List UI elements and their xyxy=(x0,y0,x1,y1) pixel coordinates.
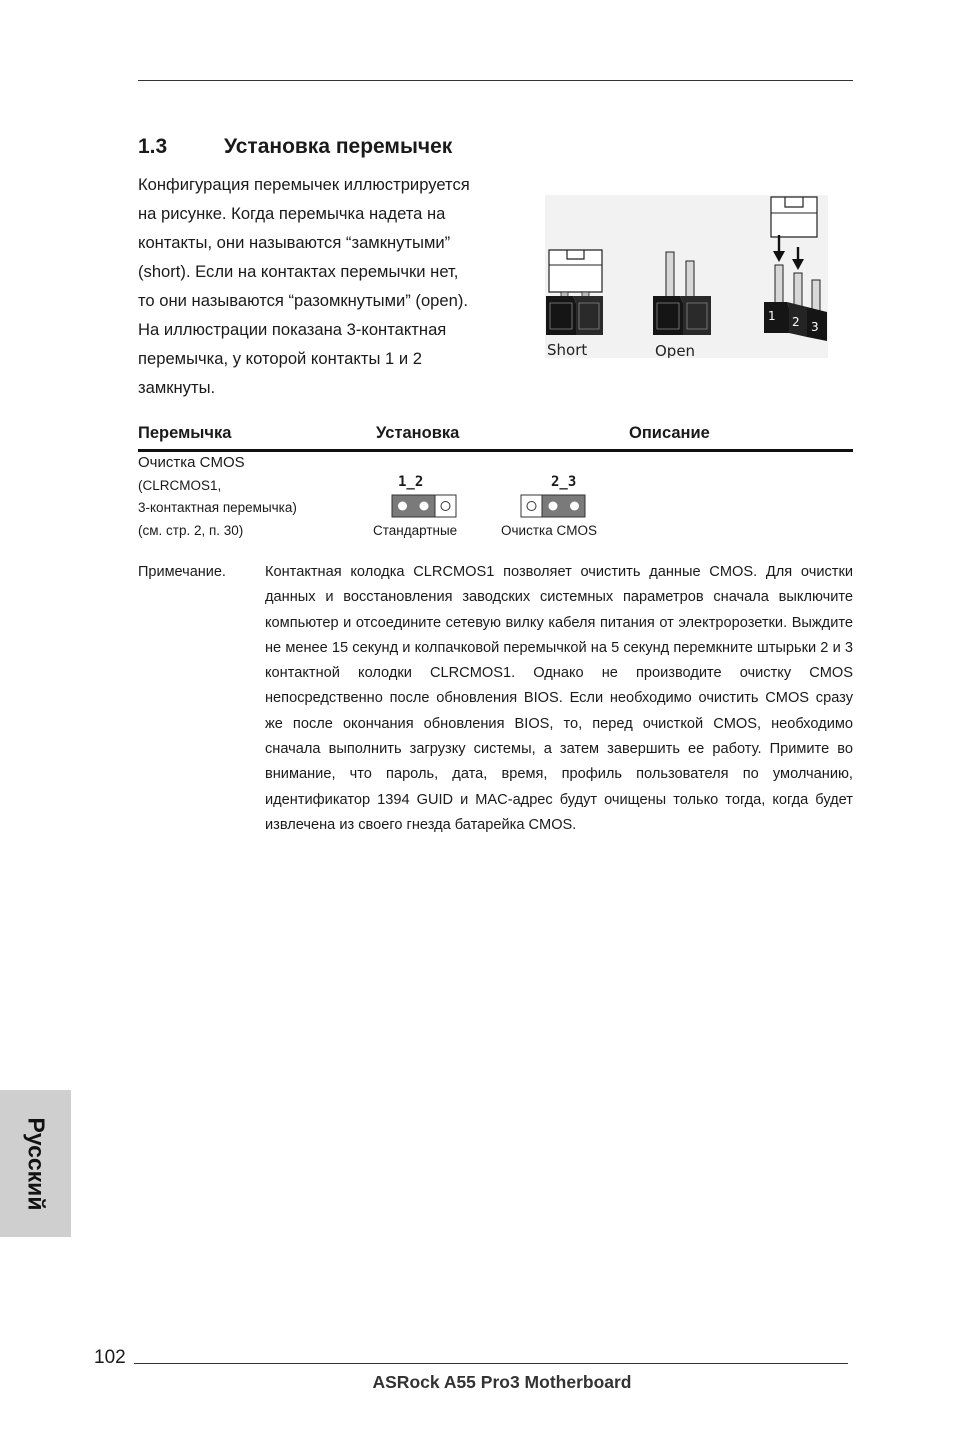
table-header-jumper: Перемычка xyxy=(138,424,232,442)
footer-rule xyxy=(134,1363,848,1364)
short-label: Short xyxy=(547,341,588,358)
default-setting-caption: Стандартные xyxy=(373,523,458,538)
intro-line: контакты, они называются “замкнутыми” xyxy=(138,233,451,252)
intro-line: Конфигурация перемычек иллюстрируется xyxy=(138,175,470,194)
section-title: Установка перемычек xyxy=(224,135,453,158)
intro-line: перемычка, у которой контакты 1 и 2 xyxy=(138,349,422,368)
jumper-illustration xyxy=(545,195,828,358)
intro-line: замкнуты. xyxy=(138,378,216,397)
jumper-detail: 3-контактная перемычка) xyxy=(138,500,297,515)
default-setting-label: 1_2 xyxy=(398,474,424,490)
table-header-description: Описание xyxy=(629,424,710,442)
page-number: 102 xyxy=(94,1347,126,1368)
jumper-name: Очистка CMOS xyxy=(138,454,245,471)
language-side-tab xyxy=(0,1090,71,1237)
pins-2-3-closed-icon xyxy=(520,494,586,518)
open-label: Open xyxy=(655,342,696,358)
jumper-detail: (CLRCMOS1, xyxy=(138,477,222,493)
note-text: Контактная колодка CLRCMOS1 позволяет очистить данные CMOS. Для очистки данных и восстановления заводских системных параметров сначала выключите компьютер и отсоедините сетевую вилку кабеля питания от электророзетки. Выждите не менее 15 секунд и колпачковой перемычкой на 5 секунд перемкните штырьки 2 и 3 контактной колодки CLRCMOS1. Однако не производите очистку CMOS непосредственно после обновления BIOS. Если необходимо очистить CMOS сразу же после окончания обновления BIOS, то, перед очисткой CMOS, необходимо сначала выполнить загрузку системы, а затем завершить ее работу. Примите во внимание, что пароль, дата, время, профиль пользователя по умолчанию, идентификатор 1394 GUID и MAC-адрес будут очищены только тогда, когда будет извлечена из своего гнезда батарейка CMOS. xyxy=(265,564,853,833)
section-number: 1.3 xyxy=(138,135,168,158)
jumper-detail: (см. стр. 2, п. 30) xyxy=(138,522,244,538)
table-header-setting: Установка xyxy=(376,424,460,442)
pin-number: 2 xyxy=(792,315,800,329)
footer-product-text: ASRock A55 Pro3 Motherboard xyxy=(372,1372,632,1392)
clear-setting-label: 2_3 xyxy=(551,474,577,490)
intro-line: На иллюстрации показана 3-контактная xyxy=(138,320,447,339)
jumper-cell xyxy=(138,452,297,542)
intro-line: то они называются “разомкнутыми” (open). xyxy=(138,291,469,310)
pins-1-2-closed-icon xyxy=(391,494,457,518)
intro-line: (short). Если на контактах перемычки нет, xyxy=(138,262,459,281)
pin-number: 1 xyxy=(768,309,776,323)
short-jumper-icon xyxy=(546,250,603,335)
language-tab-label: Русский xyxy=(23,1117,49,1210)
clear-setting-caption: Очистка CMOS xyxy=(501,523,597,538)
footer-product xyxy=(0,1372,954,1393)
intro-line: на рисунке. Когда перемычка надета на xyxy=(138,204,446,223)
pin-number: 3 xyxy=(811,320,819,334)
intro-paragraph xyxy=(138,170,533,402)
note-label: Примечание. xyxy=(138,564,226,580)
top-rule xyxy=(138,80,853,81)
